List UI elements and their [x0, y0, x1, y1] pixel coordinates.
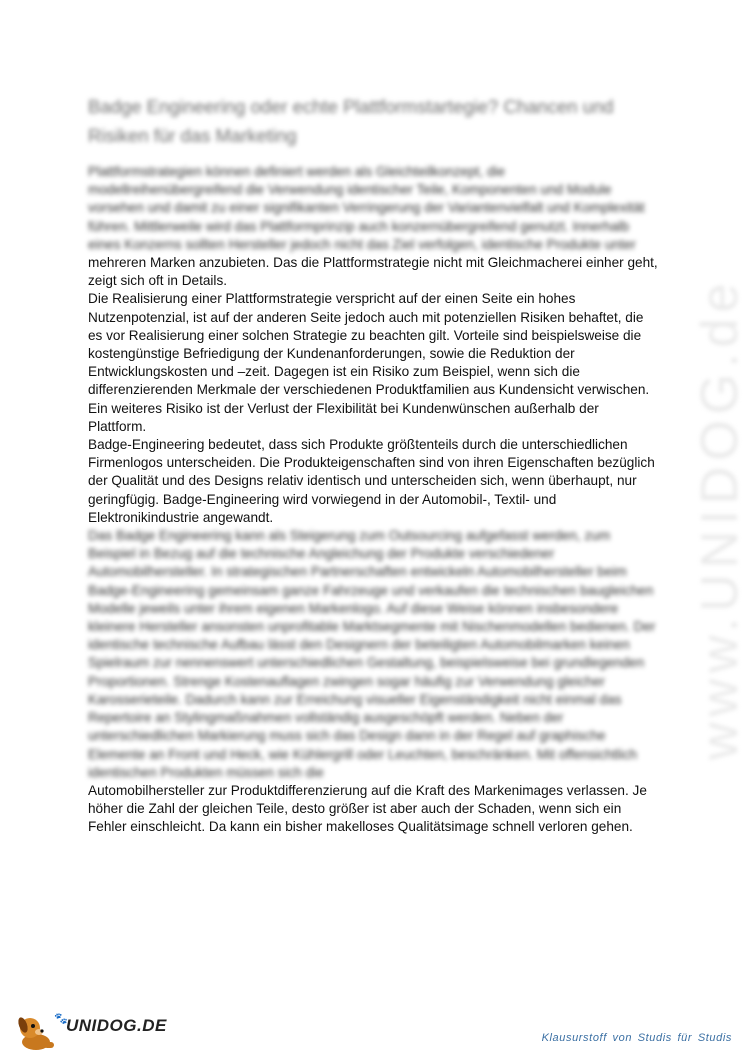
paw-icon: 🐾: [54, 1013, 68, 1025]
blurred-intro-text: Plattformstrategien können definiert werden als Gleichteilkonzept, die modellreihenübergreifend die Verwendung identischer Teile, Komponenten und Module vorsehen und damit zu einer signifikanten Verringerung der Variantenvielfalt und Komplexität führen. Mittlerweile wird das Plattformprinzip auch konzernübergreifend genutzt. Innerhalb eines Konzerns sollten Hersteller jedoch nicht das Ziel verfolgen, identische Produkte unter: [88, 164, 645, 252]
paragraph-4-end: Automobilhersteller zur Produktdifferenzierung auf die Kraft des Markenimages verlassen. Je höher die Zahl der gleichen Teile, desto größer ist aber auch der Schaden, wenn sich ein Fehler einschleicht. Da kann ein bisher makelloses Qualitätsimage schnell verloren gehen.: [88, 782, 647, 835]
document-title: Badge Engineering oder echte Plattformstartegie? Chancen und Risiken für das Marketing: [88, 96, 614, 146]
document-body: [88, 163, 658, 837]
logo-text: UNIDOG.DE: [66, 1016, 167, 1035]
unidog-logo: [14, 1012, 194, 1052]
paragraph-2: Die Realisierung einer Plattformstrategie verspricht auf der einen Seite ein hohes Nutzenpotenzial, ist auf der anderen Seite jedoch auch mit potenziellen Risiken behaftet, die es vor Realisierung einer solchen Strategie zu beachten gilt. Vorteile sind beispielsweise die kostengünstige Befriedigung der Kundenanforderungen, sowie die Reduktion der Entwicklungskosten und –zeit. Dagegen ist ein Risiko zum Beispiel, wenn sich die differenzierenden Merkmale der verschiedenen Produktfamilien aus Kundensicht verwischen. Ein weiteres Risiko ist der Verlust der Flexibilität bei Kundenwünschen außerhalb der Plattform.: [88, 291, 650, 434]
footer-slogan: Klausurstoff von Studis für Studis: [541, 1032, 732, 1044]
paragraph-3: Badge-Engineering bedeutet, dass sich Produkte größtenteils durch die unterschiedlichen Firmenlogos unterscheiden. Die Produkteigenschaften sind von ihren Eigenschaften bezüglich der Qualität und des Designs relativ identisch und unterscheiden sich, wenn überhaupt, nur geringfügig. Badge-Engineering wird vorwiegend in der Automobil-, Textil- und Elektronikindustrie angewandt.: [88, 437, 655, 525]
blurred-middle-text: Das Badge Engineering kann als Steigerung zum Outsourcing aufgefasst werden, zum Beispiel in Bezug auf die technische Angleichung der Produkte verschiedener Automobilhersteller. In strategischen Partnerschaften entwickeln Automobilhersteller beim Badge-Engineering gemeinsam ganze Fahrzeuge und verkaufen die technischen baugleichen Modelle jeweils unter ihrem eigenen Markenlogo. Auf diese Weise können insbesondere kleinere Hersteller ansonsten unprofitable Marktsegmente mit Nischenmodellen bedienen. Der identische technische Aufbau lässt den Designern der beteiligten Automobilmarken keinen Spielraum zur nennenswert unterschiedlichen Gestaltung, beispielsweise bei grundlegenden Proportionen. Strenge Kostenauflagen zwingen sogar häufig zur Verwendung gleicher Karosserieteile. Dadurch kann zur Erreichung visueller Eigenständigkeit nicht einmal das Repertoire an Stylingmaßnahmen vollständig ausgeschöpft werden. Neben der unterschiedlichen Markierung muss sich das Design dann in der Regel auf graphische Elemente an Front und Heck, wie Kühlergrill oder Leuchten, beschränken. Mit offensichtlich identischen Produkten müssen sich die: [88, 528, 656, 780]
watermark: www.UNIDOG.de: [691, 277, 749, 760]
paragraph-1-end: mehreren Marken anzubieten. Das die Plattformstrategie nicht mit Gleichmacherei einher geht, zeigt sich oft in Details.: [88, 255, 658, 289]
